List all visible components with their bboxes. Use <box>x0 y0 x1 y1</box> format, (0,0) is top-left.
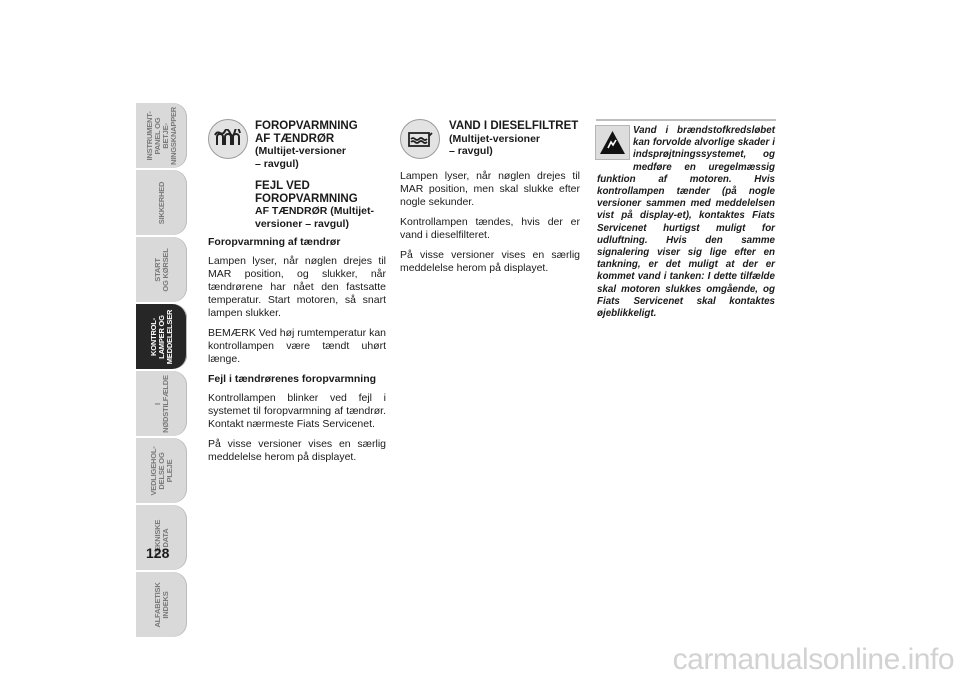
heading-foropvarmning <box>255 120 385 170</box>
paragraph: På visse versioner vises en særlig meddelelse herom på displayet. <box>400 249 580 274</box>
tab-instrumentpanel[interactable] <box>136 103 187 168</box>
heading-line: – ravgul) <box>449 145 493 157</box>
paragraph: BEMÆRK Ved høj rumtemperatur kan kontrollampen være tændt uhørt længe. <box>208 327 386 365</box>
warning-divider <box>596 119 776 121</box>
watermark: carmanualsonline.info <box>672 643 954 676</box>
subheading: Foropvarmning af tændrør <box>208 236 341 248</box>
tab-label: ALFABETISK INDEKS <box>152 581 170 628</box>
warning-text: Vand i brændstofkredsløbet kan forvolde alvorlige skader i indsprøjtningssystemet, og medføre en uregelmæssig funktion af motoren. Hvis kontrollampen tænder (på nogle versioner sammen med meddelelsen vist på display-et), kontaktes Fiats Servicenet hurtigst muligt for udluftning. Hvis den samme signalering viser sig lige efter en tankning, er det muligt at der er kommet vand i tanken: I dette tilfælde skal motoren slukkes omgående, og Fiats Servicenet skal kontaktes øjeblikkeligt. <box>597 125 775 320</box>
heading-line: versioner – ravgul) <box>255 217 349 230</box>
heading-line: FOROPVARMNING <box>255 192 358 205</box>
heading-vand-i-dieselfiltret <box>449 120 589 158</box>
page-number: 128 <box>146 545 170 561</box>
heading-line: VAND I DIESELFILTRET <box>449 120 579 132</box>
tab-alfabetisk-indeks[interactable] <box>136 572 187 637</box>
paragraph: Lampen lyser, når nøglen drejes til MAR position, men skal slukke efter nogle sekunder. <box>400 170 580 208</box>
icon-spacer <box>597 125 633 173</box>
tab-label: KONTROL- LAMPER OG MEDDELELSER <box>148 309 174 364</box>
heading-fejl-ved-foropvarmning <box>255 180 390 230</box>
heading-line: AF TÆNDRØR (Multijet- <box>255 205 374 217</box>
glow-plug-icon <box>208 119 248 159</box>
tab-label: I NØDSTILFÆLDE <box>152 374 170 433</box>
tab-start-og-korsel[interactable] <box>136 237 187 302</box>
tab-label: VEDLIGEHOL- DELSE OG PLEJE <box>148 445 174 496</box>
tab-label: START OG KØRSEL <box>152 247 170 292</box>
paragraph: Kontrollampen tændes, hvis der er vand i dieselfilteret. <box>400 216 580 241</box>
heading-line: – ravgul) <box>255 157 299 170</box>
subheading: Fejl i tændrørenes foropvarmning <box>208 373 377 385</box>
tab-label: TEKNISKE DATA <box>152 519 170 556</box>
column-1-body <box>208 236 386 471</box>
tab-kontrollamper[interactable] <box>136 304 187 369</box>
warning-text-block <box>597 125 775 320</box>
heading-line: AF TÆNDRØR <box>255 132 335 145</box>
heading-line: (Multijet-versioner <box>255 145 347 157</box>
tab-vedligeholdelse[interactable] <box>136 438 187 503</box>
paragraph: På visse versioner vises en særlig meddelelse herom på displayet. <box>208 438 386 463</box>
heading-line: FOROPVARMNING <box>255 120 358 132</box>
tab-label: SIKKERHED <box>156 181 166 224</box>
water-in-fuel-icon <box>400 119 440 159</box>
column-2-body <box>400 170 580 282</box>
tab-nodstilfaelde[interactable] <box>136 371 187 436</box>
paragraph: Lampen lyser, når nøglen drejes til MAR position, og slukker, når tændrørene har nået den fastsatte temperatur. Start motoren, så snart lampen slukker. <box>208 255 386 319</box>
paragraph: Kontrollampen blinker ved fejl i systemet til foropvarmning af tændrør. Kontakt nærmeste Fiats Servicenet. <box>208 392 386 430</box>
tab-sikkerhed[interactable] <box>136 170 187 235</box>
heading-line: FEJL VED <box>255 180 310 192</box>
heading-line: (Multijet-versioner <box>449 132 541 145</box>
tab-label: INSTRUMENT- PANEL OG BETJE- NINGSKNAPPER <box>144 106 178 165</box>
